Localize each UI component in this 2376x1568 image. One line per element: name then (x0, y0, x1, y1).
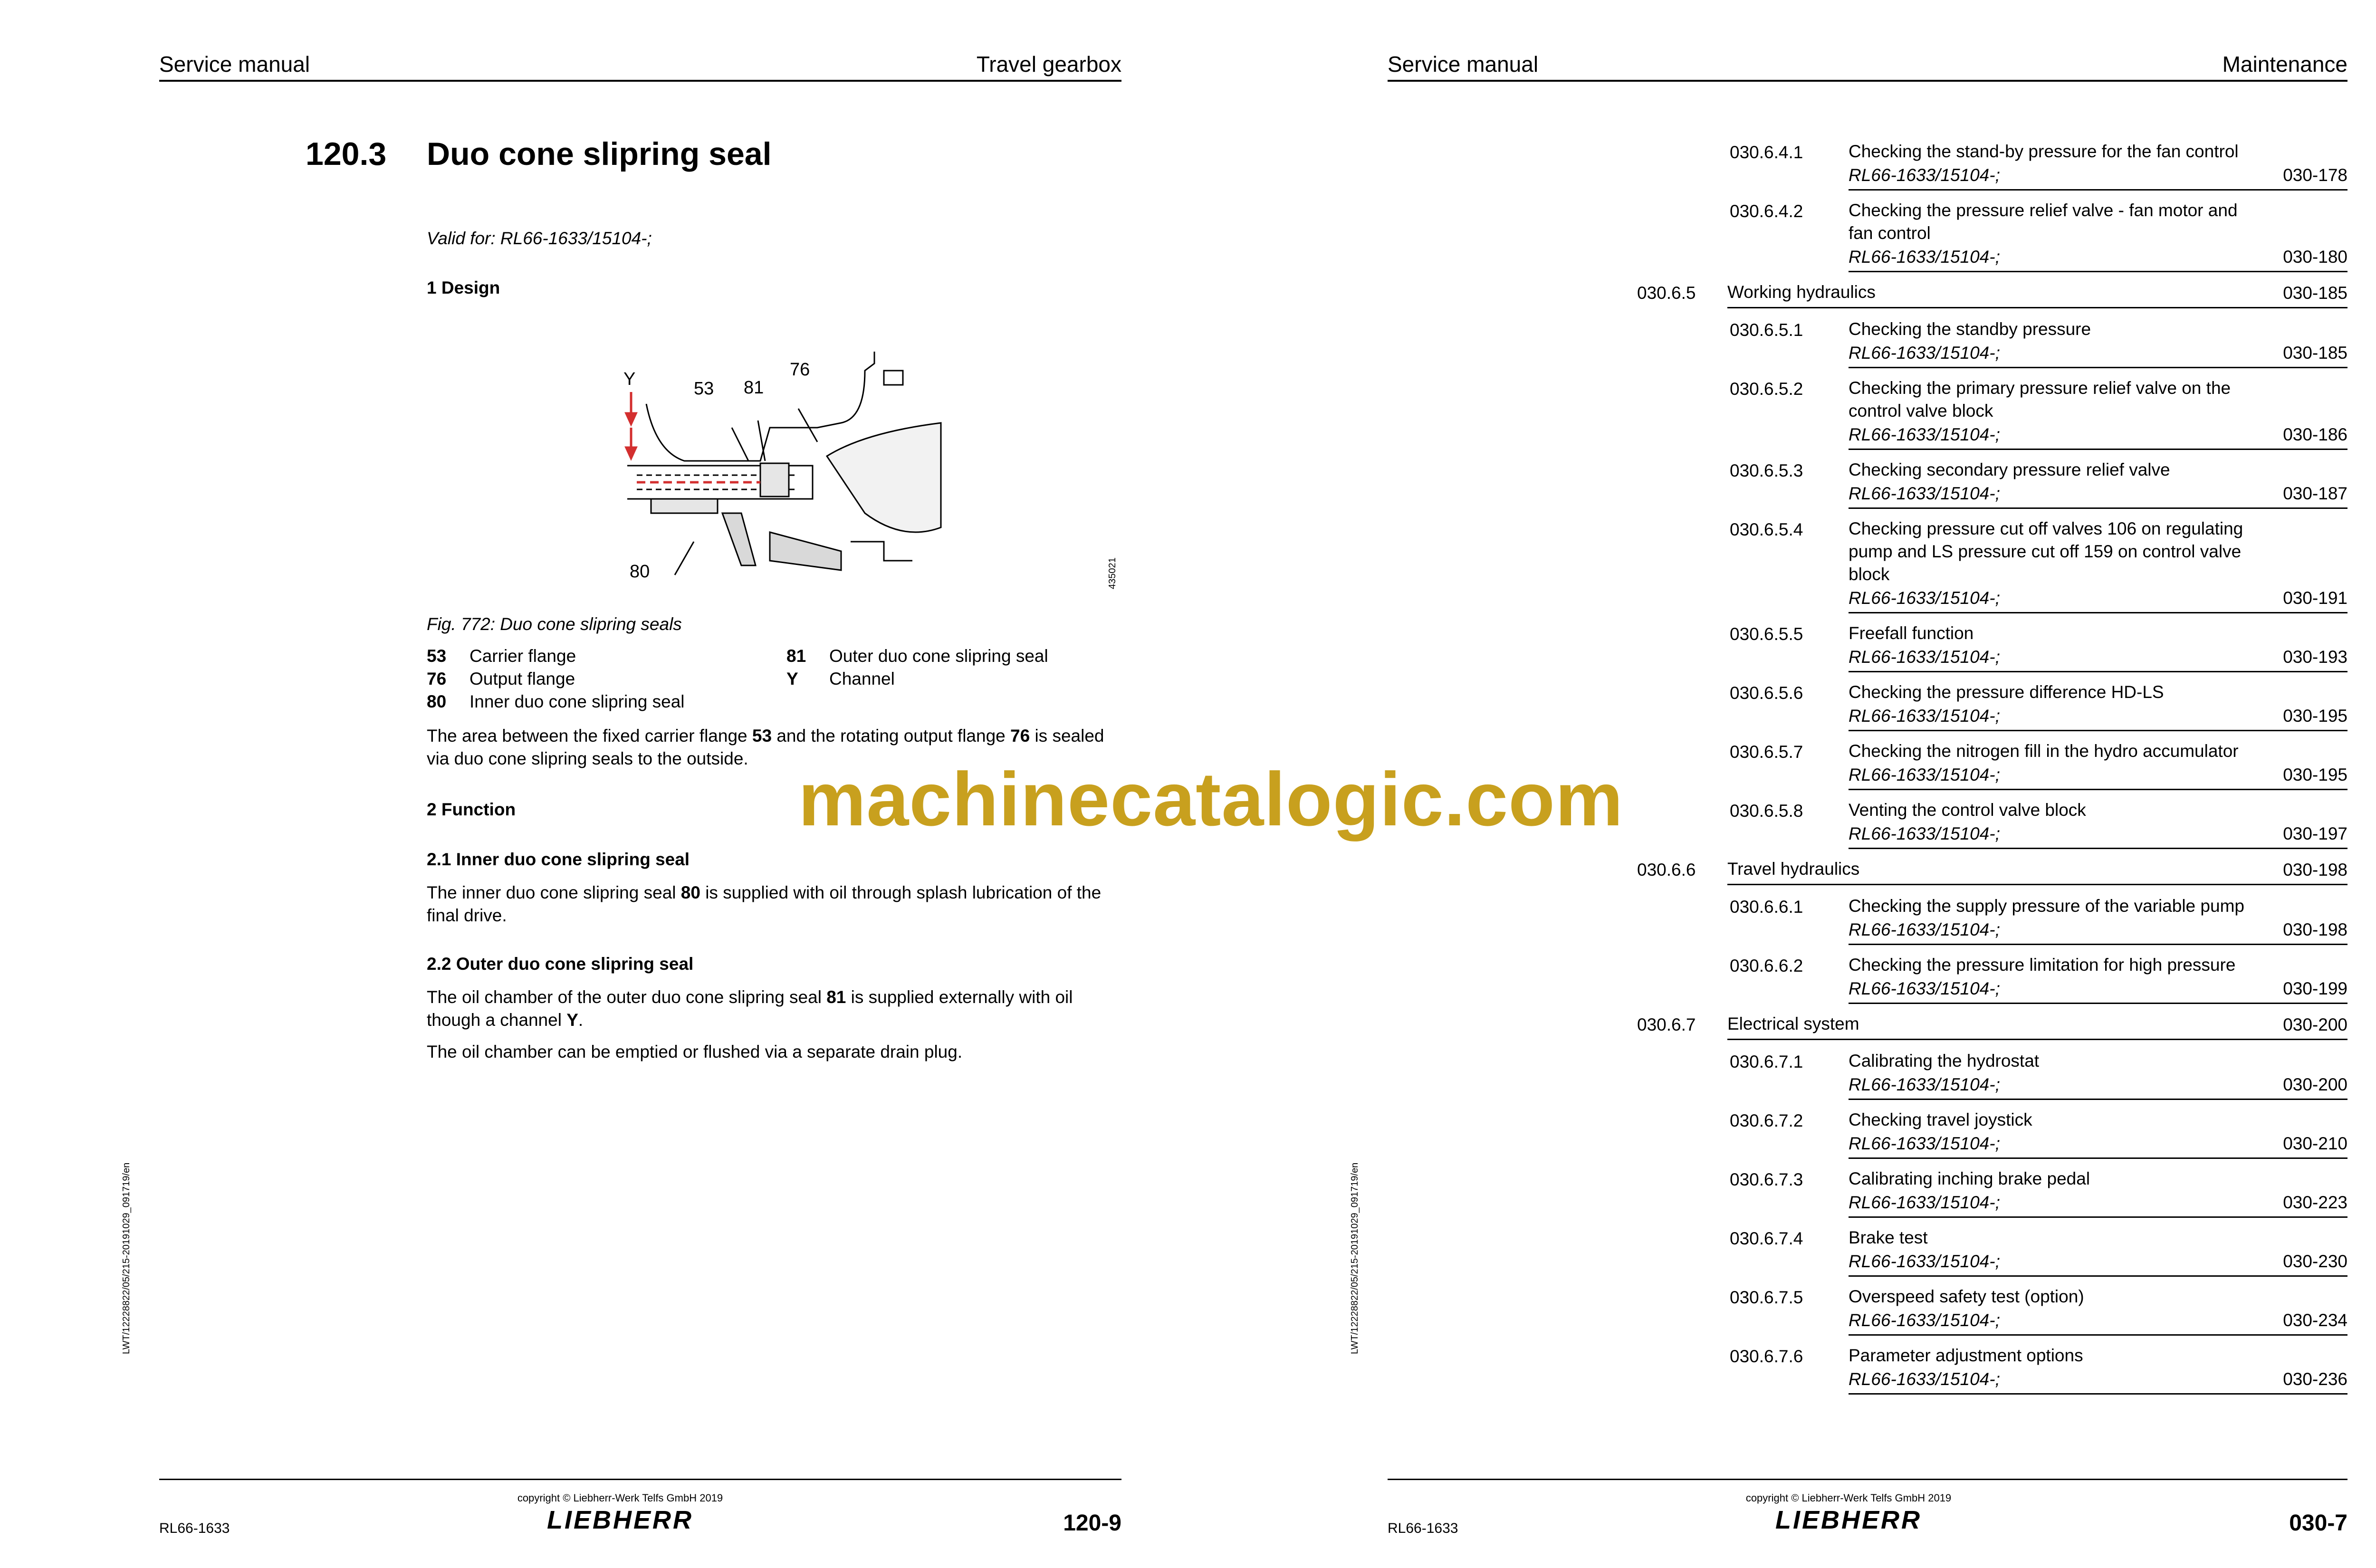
toc-validity: RL66-1633/15104-; (1849, 647, 2000, 667)
toc-number: 030.6.4.1 (1730, 143, 1803, 162)
function-heading: 2 Function (427, 800, 516, 819)
toc-rule (1849, 848, 2347, 849)
fig-label-76: 76 (790, 360, 810, 380)
toc-title[interactable]: Working hydraulics (1727, 282, 1876, 302)
toc-number: 030.6.5.7 (1730, 742, 1803, 762)
toc-number: 030.6.5.1 (1730, 320, 1803, 340)
design-text: The area between the fixed carrier flange 53 and the rotating output flange 76 is sealed via duo cone slipring seals to the outside. (427, 726, 1104, 768)
toc-title[interactable]: Electrical system (1727, 1014, 1859, 1033)
toc-title[interactable]: Checking the pressure limitation for high pressure (1849, 955, 2236, 975)
copyright: copyright © Liebherr-Werk Telfs GmbH 2019 (1745, 1492, 1952, 1504)
toc-page-number[interactable]: 030-200 (2283, 1015, 2347, 1034)
toc-rule (1849, 944, 2347, 945)
header-rule (159, 80, 1121, 82)
toc-title[interactable]: Checking travel joystick (1849, 1110, 2032, 1129)
toc-number: 030.6.7.5 (1730, 1288, 1803, 1307)
toc-rule (1849, 1157, 2347, 1159)
flange-block (884, 371, 903, 385)
fig-label-81: 81 (744, 378, 764, 398)
toc-rule (1849, 1099, 2347, 1100)
toc-page-number[interactable]: 030-195 (2283, 706, 2347, 726)
toc-title[interactable]: Checking the standby pressure (1849, 319, 2091, 339)
header-right: Maintenance (2222, 52, 2347, 76)
toc-number: 030.6.5.2 (1730, 379, 1803, 399)
section-number: 120.3 (306, 136, 387, 172)
toc-page-number[interactable]: 030-230 (2283, 1252, 2347, 1271)
toc-title[interactable]: Checking secondary pressure relief valve (1849, 460, 2170, 479)
toc-validity: RL66-1633/15104-; (1849, 765, 2000, 784)
page-number: 120-9 (1063, 1511, 1121, 1536)
toc-title[interactable]: Checking pressure cut off valves 106 on regulating (1849, 519, 2243, 538)
output-flange-shape (827, 423, 941, 532)
toc-title[interactable]: Checking the stand-by pressure for the fan control (1849, 142, 2239, 161)
toc-rule (1727, 884, 2347, 885)
toc-page-number[interactable]: 030-186 (2283, 425, 2347, 444)
toc-title[interactable]: Checking the supply pressure of the variable pump (1849, 896, 2244, 916)
toc-rule (1849, 1275, 2347, 1277)
toc-number: 030.6.7.6 (1730, 1347, 1803, 1366)
toc-rule (1849, 1216, 2347, 1218)
figure-id: 435021 (1107, 557, 1118, 589)
toc-title[interactable]: Parameter adjustment options (1849, 1346, 2083, 1365)
legend-80: 80 Inner duo cone slipring seal (427, 692, 685, 711)
drain-text: The oil chamber can be emptied or flushed via a separate drain plug. (427, 1042, 963, 1061)
toc-validity: RL66-1633/15104-; (1849, 588, 2000, 608)
inner-heading: 2.1 Inner duo cone slipring seal (427, 850, 690, 869)
toc-page-number[interactable]: 030-236 (2283, 1369, 2347, 1389)
toc-rule (1849, 1334, 2347, 1336)
toc-number: 030.6.5.6 (1730, 683, 1803, 703)
toc-validity: RL66-1633/15104-; (1849, 425, 2000, 444)
toc-page-number[interactable]: 030-187 (2283, 484, 2347, 503)
toc-rule (1849, 367, 2347, 368)
fig-label-y: Y (623, 369, 636, 389)
copyright: copyright © Liebherr-Werk Telfs GmbH 2019 (517, 1492, 723, 1504)
toc-validity: RL66-1633/15104-; (1849, 484, 2000, 503)
toc-page-number[interactable]: 030-185 (2283, 283, 2347, 303)
toc-validity: RL66-1633/15104-; (1849, 1193, 2000, 1212)
toc-page-number[interactable]: 030-180 (2283, 247, 2347, 267)
toc-title[interactable]: Calibrating the hydrostat (1849, 1051, 2040, 1071)
lower-rim (851, 542, 912, 561)
side-document-code: LWT/12228822/05/215-20191029_091719/en (121, 1162, 132, 1354)
legend-53: 53 Carrier flange (427, 646, 576, 666)
toc-validity: RL66-1633/15104-; (1849, 706, 2000, 726)
toc-page-number[interactable]: 030-198 (2283, 920, 2347, 939)
footer-rule (159, 1479, 1121, 1480)
toc-rule (1849, 789, 2347, 790)
side-document-code: LWT/12228822/05/215-20191029_091719/en (1350, 1162, 1360, 1354)
toc-title[interactable]: Travel hydraulics (1727, 859, 1860, 879)
toc-number: 030.6.4.2 (1730, 201, 1803, 221)
outer-text: The oil chamber of the outer duo cone slipring seal 81 is supplied externally with oil though a channel Y. (427, 987, 1073, 1030)
valid-for: Valid for: RL66-1633/15104-; (427, 229, 652, 248)
liebherr-logo: LIEBHERR (1775, 1506, 1922, 1534)
seal-81-body (760, 463, 789, 497)
page-number: 030-7 (2289, 1511, 2347, 1536)
toc-page-number[interactable]: 030-199 (2283, 979, 2347, 998)
toc-title[interactable]: Checking the pressure difference HD-LS (1849, 682, 2164, 702)
toc-validity: RL66-1633/15104-; (1849, 343, 2000, 363)
toc-validity: RL66-1633/15104-; (1849, 1134, 2000, 1153)
toc-number: 030.6.6 (1637, 860, 1696, 880)
toc-title[interactable]: Checking the pressure relief valve - fan motor and (1849, 201, 2238, 220)
toc-validity: RL66-1633/15104-; (1849, 1252, 2000, 1271)
leader-76 (798, 409, 817, 442)
toc-page-number[interactable]: 030-210 (2283, 1134, 2347, 1153)
toc-rule (1849, 271, 2347, 272)
inner-text: The inner duo cone slipring seal 80 is supplied with oil through splash lubrication of the final drive. (427, 883, 1102, 925)
legend-76: 76 Output flange (427, 669, 575, 688)
toc-page-number[interactable]: 030-193 (2283, 647, 2347, 667)
toc-title[interactable]: block (1849, 564, 1890, 584)
toc-title[interactable]: Checking the primary pressure relief valve on the (1849, 378, 2231, 398)
toc-rule (1849, 612, 2347, 613)
seal-80-body (651, 499, 718, 513)
footer-model: RL66-1633 (159, 1520, 230, 1536)
toc-title[interactable]: Venting the control valve block (1849, 800, 2086, 820)
toc-number: 030.6.7.4 (1730, 1229, 1803, 1248)
toc-number: 030.6.7.3 (1730, 1170, 1803, 1189)
toc-validity: RL66-1633/15104-; (1849, 1369, 2000, 1389)
toc-page-number[interactable]: 030-197 (2283, 824, 2347, 843)
toc-page-number[interactable]: 030-178 (2283, 165, 2347, 185)
toc-validity: RL66-1633/15104-; (1849, 824, 2000, 843)
fig-label-80: 80 (630, 562, 650, 580)
toc-title[interactable]: Brake test (1849, 1228, 1928, 1247)
toc-page-number[interactable]: 030-191 (2283, 588, 2347, 608)
toc-validity: RL66-1633/15104-; (1849, 979, 2000, 998)
toc-rule (1849, 730, 2347, 731)
header-left: Service manual (159, 52, 310, 76)
toc-title[interactable]: fan control (1849, 223, 1931, 243)
toc-title[interactable]: Calibrating inching brake pedal (1849, 1169, 2090, 1188)
toc-validity: RL66-1633/15104-; (1849, 165, 2000, 185)
arrow-y-head-1 (626, 413, 636, 424)
toc-page-number[interactable]: 030-195 (2283, 765, 2347, 784)
footer-model: RL66-1633 (1388, 1520, 1458, 1536)
toc-number: 030.6.5.5 (1730, 624, 1803, 644)
toc-number: 030.6.6.1 (1730, 897, 1803, 917)
toc-number: 030.6.7.2 (1730, 1111, 1803, 1130)
toc-rule (1849, 1393, 2347, 1395)
watermark: machinecatalogic.com (798, 756, 1624, 841)
toc-rule (1727, 1039, 2347, 1040)
design-heading: 1 Design (427, 278, 500, 297)
toc-validity: RL66-1633/15104-; (1849, 920, 2000, 939)
toc-rule (1849, 1003, 2347, 1004)
footer-rule (1388, 1479, 2347, 1480)
toc-title[interactable]: control valve block (1849, 401, 1993, 421)
leader-80 (675, 542, 694, 575)
header-rule (1388, 80, 2347, 82)
toc-title[interactable]: Freefall function (1849, 623, 1974, 643)
toc-number: 030.6.5 (1637, 283, 1696, 303)
toc-number: 030.6.6.2 (1730, 956, 1803, 975)
toc-rule (1849, 189, 2347, 191)
toc-title[interactable]: pump and LS pressure cut off 159 on control valve (1849, 542, 2242, 561)
arrow-y-head-2 (626, 448, 636, 458)
toc-number: 030.6.7.1 (1730, 1052, 1803, 1071)
legend-81: 81 Outer duo cone slipring seal (786, 646, 1048, 666)
lower-wedge (722, 513, 756, 565)
liebherr-logo: LIEBHERR (546, 1506, 693, 1534)
housing-outline (646, 352, 874, 461)
toc-title[interactable]: Overspeed safety test (option) (1849, 1287, 2084, 1306)
lower-plate (770, 532, 841, 570)
toc-page-number[interactable]: 030-234 (2283, 1310, 2347, 1330)
toc-number: 030.6.5.8 (1730, 801, 1803, 821)
toc-page-number[interactable]: 030-200 (2283, 1075, 2347, 1094)
toc-page-number[interactable]: 030-223 (2283, 1193, 2347, 1212)
header-right: Travel gearbox (976, 52, 1121, 76)
toc-page-number[interactable]: 030-198 (2283, 860, 2347, 880)
toc-rule (1727, 307, 2347, 308)
figure-duo-cone-seal (618, 342, 960, 580)
toc-validity: RL66-1633/15104-; (1849, 1075, 2000, 1094)
legend-y: Y Channel (786, 669, 895, 688)
leader-53 (732, 428, 748, 461)
toc-rule (1849, 507, 2347, 509)
toc-validity: RL66-1633/15104-; (1849, 247, 2000, 267)
toc-title[interactable]: Checking the nitrogen fill in the hydro accumulator (1849, 741, 2239, 761)
toc-number: 030.6.5.4 (1730, 520, 1803, 539)
toc-page-number[interactable]: 030-185 (2283, 343, 2347, 363)
outer-heading: 2.2 Outer duo cone slipring seal (427, 954, 694, 974)
section-title: Duo cone slipring seal (427, 136, 772, 172)
fig-label-53: 53 (694, 379, 714, 399)
toc-rule (1849, 449, 2347, 450)
toc-rule (1849, 671, 2347, 672)
toc-validity: RL66-1633/15104-; (1849, 1310, 2000, 1330)
figure-caption: Fig. 772: Duo cone slipring seals (427, 614, 682, 634)
header-left: Service manual (1388, 52, 1539, 76)
toc-number: 030.6.5.3 (1730, 461, 1803, 480)
toc-number: 030.6.7 (1637, 1015, 1696, 1034)
